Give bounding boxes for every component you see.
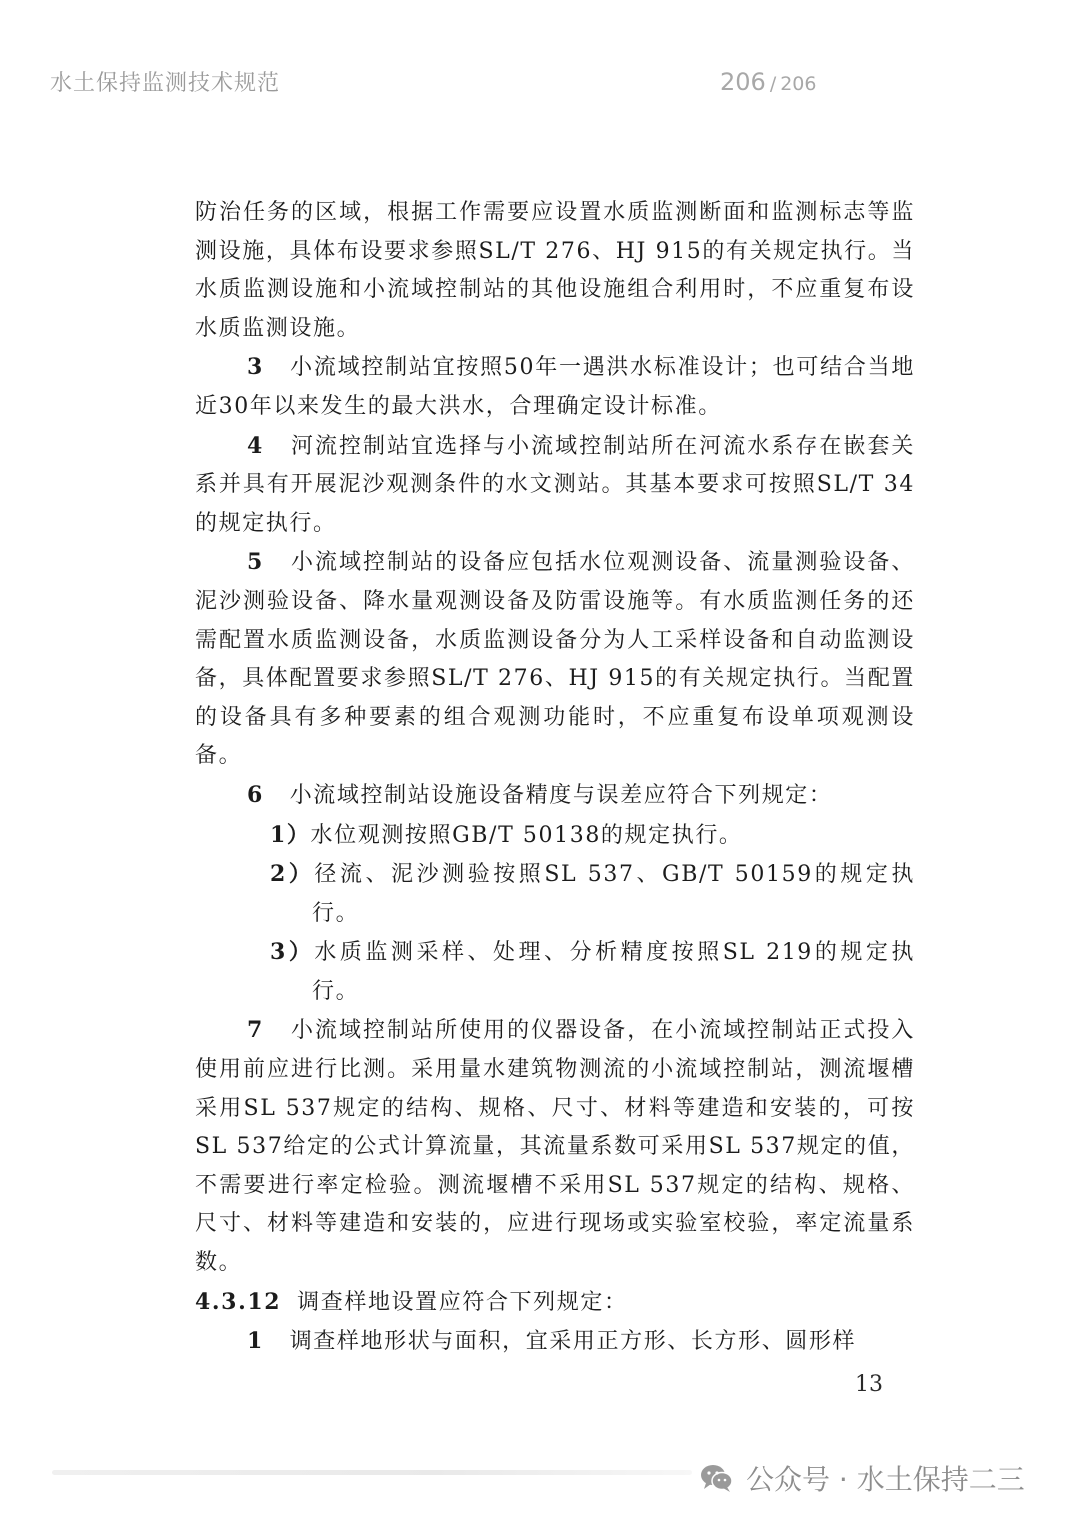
clause-text: 调查样地设置应符合下列规定： (297, 1289, 628, 1315)
item-number: 1 (247, 1328, 264, 1355)
subitem-number: 2） (270, 861, 315, 888)
subitem-number: 1） (270, 821, 311, 848)
item-text: 小流域控制站设施设备精度与误差应符合下列规定： (289, 782, 833, 808)
page-number: 13 (855, 1372, 883, 1397)
paragraph-intro: 防治任务的区域，根据工作需要应设置水质监测断面和监测标志等监测设施，具体布设要求参照SL/T 276、HJ 915的有关规定执行。当水质监测设施和小流域控制站的其他设施组合利用时，不应重复布设水质监测设施。 (195, 200, 915, 341)
watermark-text: 公众号 · 水土保持二三 (746, 1463, 1025, 1496)
item-1 (195, 1322, 915, 1362)
item-text: 河流控制站宜选择与小流域控制站所在河流水系存在嵌套关系并具有开展泥沙观测条件的水文测站。其基本要求可按照SL/T 34的规定执行。 (195, 433, 916, 536)
page-counter (720, 68, 816, 96)
watermark (700, 1458, 1025, 1498)
page-separator: / (769, 73, 777, 95)
document-body (195, 194, 915, 1362)
clause-4-3-12 (195, 1283, 915, 1323)
item-text: 小流域控制站所使用的仪器设备，在小流域控制站正式投入使用前应进行比测。采用量水建筑物测流的小流域控制站，测流堰槽采用SL 537规定的结构、规格、尺寸、材料等建造和安装的，可按SL 537给定的公式计算流量，其流量系数可采用SL 537规定的值，不需要进行率定检验。测流堰槽不采用SL 537规定的结构、规格、尺寸、材料等建造和安装的，应进行现场或实验室校验，率定流量系数。 (195, 1018, 916, 1276)
subitem-text: 径流、泥沙测验按照SL 537、GB/T 50159的规定执行。 (312, 862, 915, 926)
wechat-icon (700, 1463, 734, 1493)
item-7 (195, 1011, 915, 1282)
item-text: 小流域控制站的设备应包括水位观测设备、流量测验设备、泥沙测验设备、降水量观测设备及防雷设施等。有水质监测任务的还需配置水质监测设备，水质监测设备分为人工采样设备和自动监测设备，具体配置要求参照SL/T 276、HJ 915的有关规定执行。当配置的设备具有多种要素的组合观测功能时，不应重复布设单项观测设备。 (195, 550, 916, 769)
subitem-text: 水质监测采样、处理、分析精度按照SL 219的规定执行。 (312, 940, 915, 1004)
subitem-6-3 (195, 933, 915, 1011)
subitem-6-1 (195, 816, 915, 856)
current-page: 206 (720, 68, 766, 96)
item-3 (195, 348, 915, 426)
total-pages: 206 (780, 73, 817, 95)
subitem-number: 3） (270, 939, 315, 966)
item-number: 7 (247, 1017, 264, 1044)
item-text: 调查样地形状与面积，宜采用正方形、长方形、圆形样 (289, 1329, 857, 1355)
item-6 (195, 776, 915, 816)
subitem-6-2 (195, 855, 915, 933)
item-text: 小流域控制站宜按照50年一遇洪水标准设计；也可结合当地近30年以来发生的最大洪水，合理确定设计标准。 (195, 355, 915, 419)
subitem-text: 水位观测按照GB/T 50138的规定执行。 (310, 822, 743, 848)
item-number: 5 (247, 549, 264, 576)
footer-divider (52, 1470, 692, 1475)
item-4 (195, 427, 915, 544)
document-title: 水土保持监测技术规范 (50, 71, 281, 96)
item-5 (195, 543, 915, 776)
item-number: 3 (247, 354, 264, 381)
clause-number: 4.3.12 (195, 1288, 282, 1315)
item-number: 4 (247, 432, 264, 459)
item-number: 6 (247, 781, 264, 808)
